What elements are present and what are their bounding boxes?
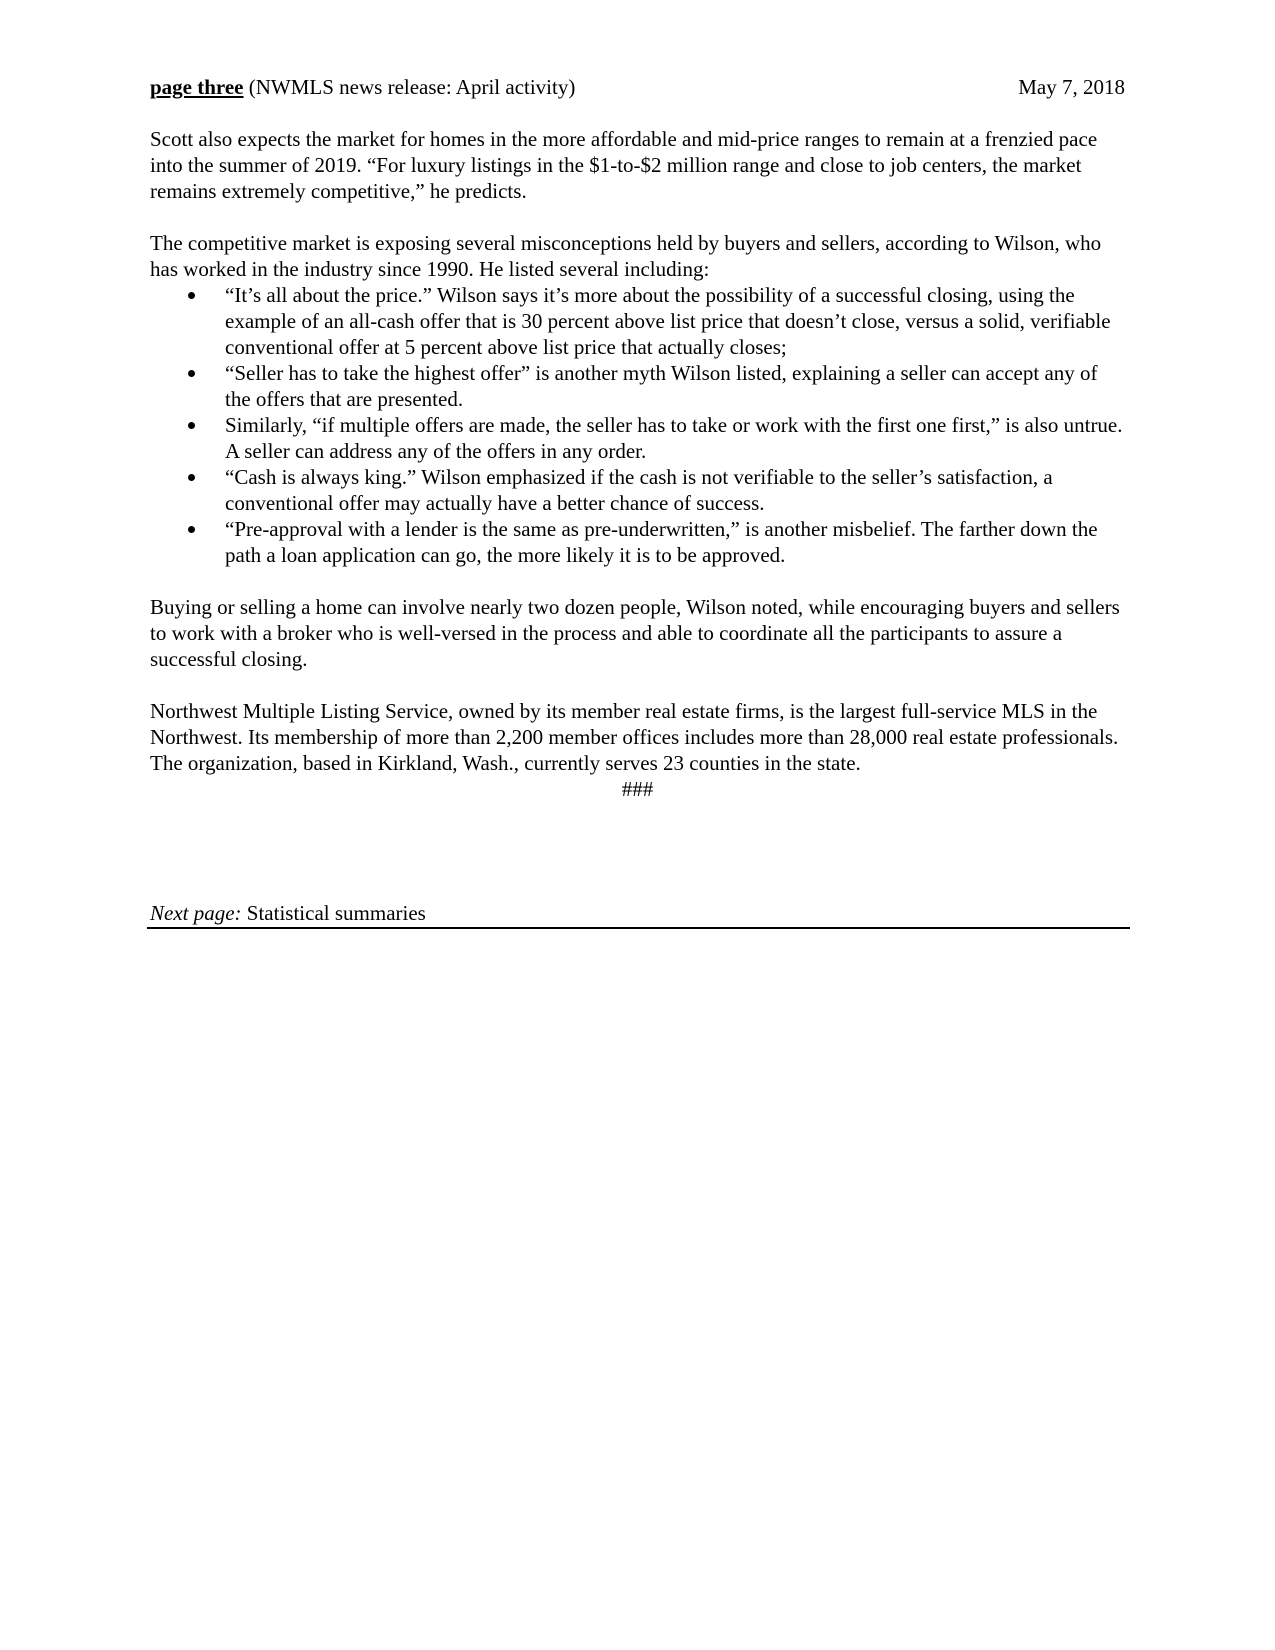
paragraph-misconceptions-intro: The competitive market is exposing several misconceptions held by buyers and sellers, according to Wilson, who has worked in the industry since 1990. He listed several including: — [150, 231, 1102, 281]
next-page-text: Statistical summaries — [246, 901, 426, 925]
release-title: (NWMLS news release: April activity) — [248, 75, 576, 99]
end-mark: ### — [621, 777, 654, 801]
page-label: page three — [150, 75, 244, 99]
list-item-text: “Cash is always king.” Wilson emphasized if the cash is not verifiable to the seller’s satisfaction, a conventional offer may actually have a better chance of success. — [225, 465, 1053, 515]
list-item — [150, 516, 1125, 568]
list-item-text: Similarly, “if multiple offers are made, the seller has to take or work with the first one first,” is also untrue. A seller can address any of the offers in any order. — [225, 413, 1123, 463]
list-item — [150, 360, 1125, 412]
bullet-icon — [188, 526, 195, 533]
list-item-text: “Seller has to take the highest offer” is another myth Wilson listed, explaining a seller can accept any of the offers that are presented. — [225, 361, 1098, 411]
list-item-text: “Pre-approval with a lender is the same as pre-underwritten,” is another misbelief. The farther down the path a loan application can go, the more likely it is to be approved. — [225, 517, 1098, 567]
bullet-icon — [188, 370, 195, 377]
next-page-footer — [147, 900, 1130, 929]
paragraph-buying-selling: Buying or selling a home can involve nearly two dozen people, Wilson noted, while encouraging buyers and sellers to work with a broker who is well-versed in the process and able to coordinate all the participants to assure a successful closing. — [150, 595, 1120, 671]
header-left — [150, 74, 575, 100]
bullet-icon — [188, 474, 195, 481]
next-page-label: Next page: — [150, 901, 242, 925]
paragraph-market-outlook: Scott also expects the market for homes in the more affordable and mid-price ranges to remain at a frenzied pace into the summer of 2019. “For luxury listings in the $1-to-$2 million range and close to job centers, the market remains extremely competitive,” he predicts. — [150, 127, 1098, 203]
misconceptions-list — [150, 282, 1125, 568]
list-item — [150, 464, 1125, 516]
bullet-icon — [188, 422, 195, 429]
paragraph-about-nwmls: Northwest Multiple Listing Service, owned by its member real estate firms, is the largest full-service MLS in the Northwest. Its membership of more than 2,200 member offices includes more than 28,000 real estate professionals. The organization, based in Kirkland, Wash., currently serves 23 counties in the state. — [150, 699, 1119, 775]
document-page — [150, 74, 1125, 802]
list-item — [150, 282, 1125, 360]
release-date: May 7, 2018 — [1018, 75, 1125, 99]
list-item-text: “It’s all about the price.” Wilson says it’s more about the possibility of a successful closing, using the example of an all-cash offer that is 30 percent above list price that doesn’t close, versus a solid, verifiable conventional offer at 5 percent above list price that actually closes; — [225, 283, 1111, 359]
page-header — [150, 74, 1125, 100]
bullet-icon — [188, 292, 195, 299]
list-item — [150, 412, 1125, 464]
